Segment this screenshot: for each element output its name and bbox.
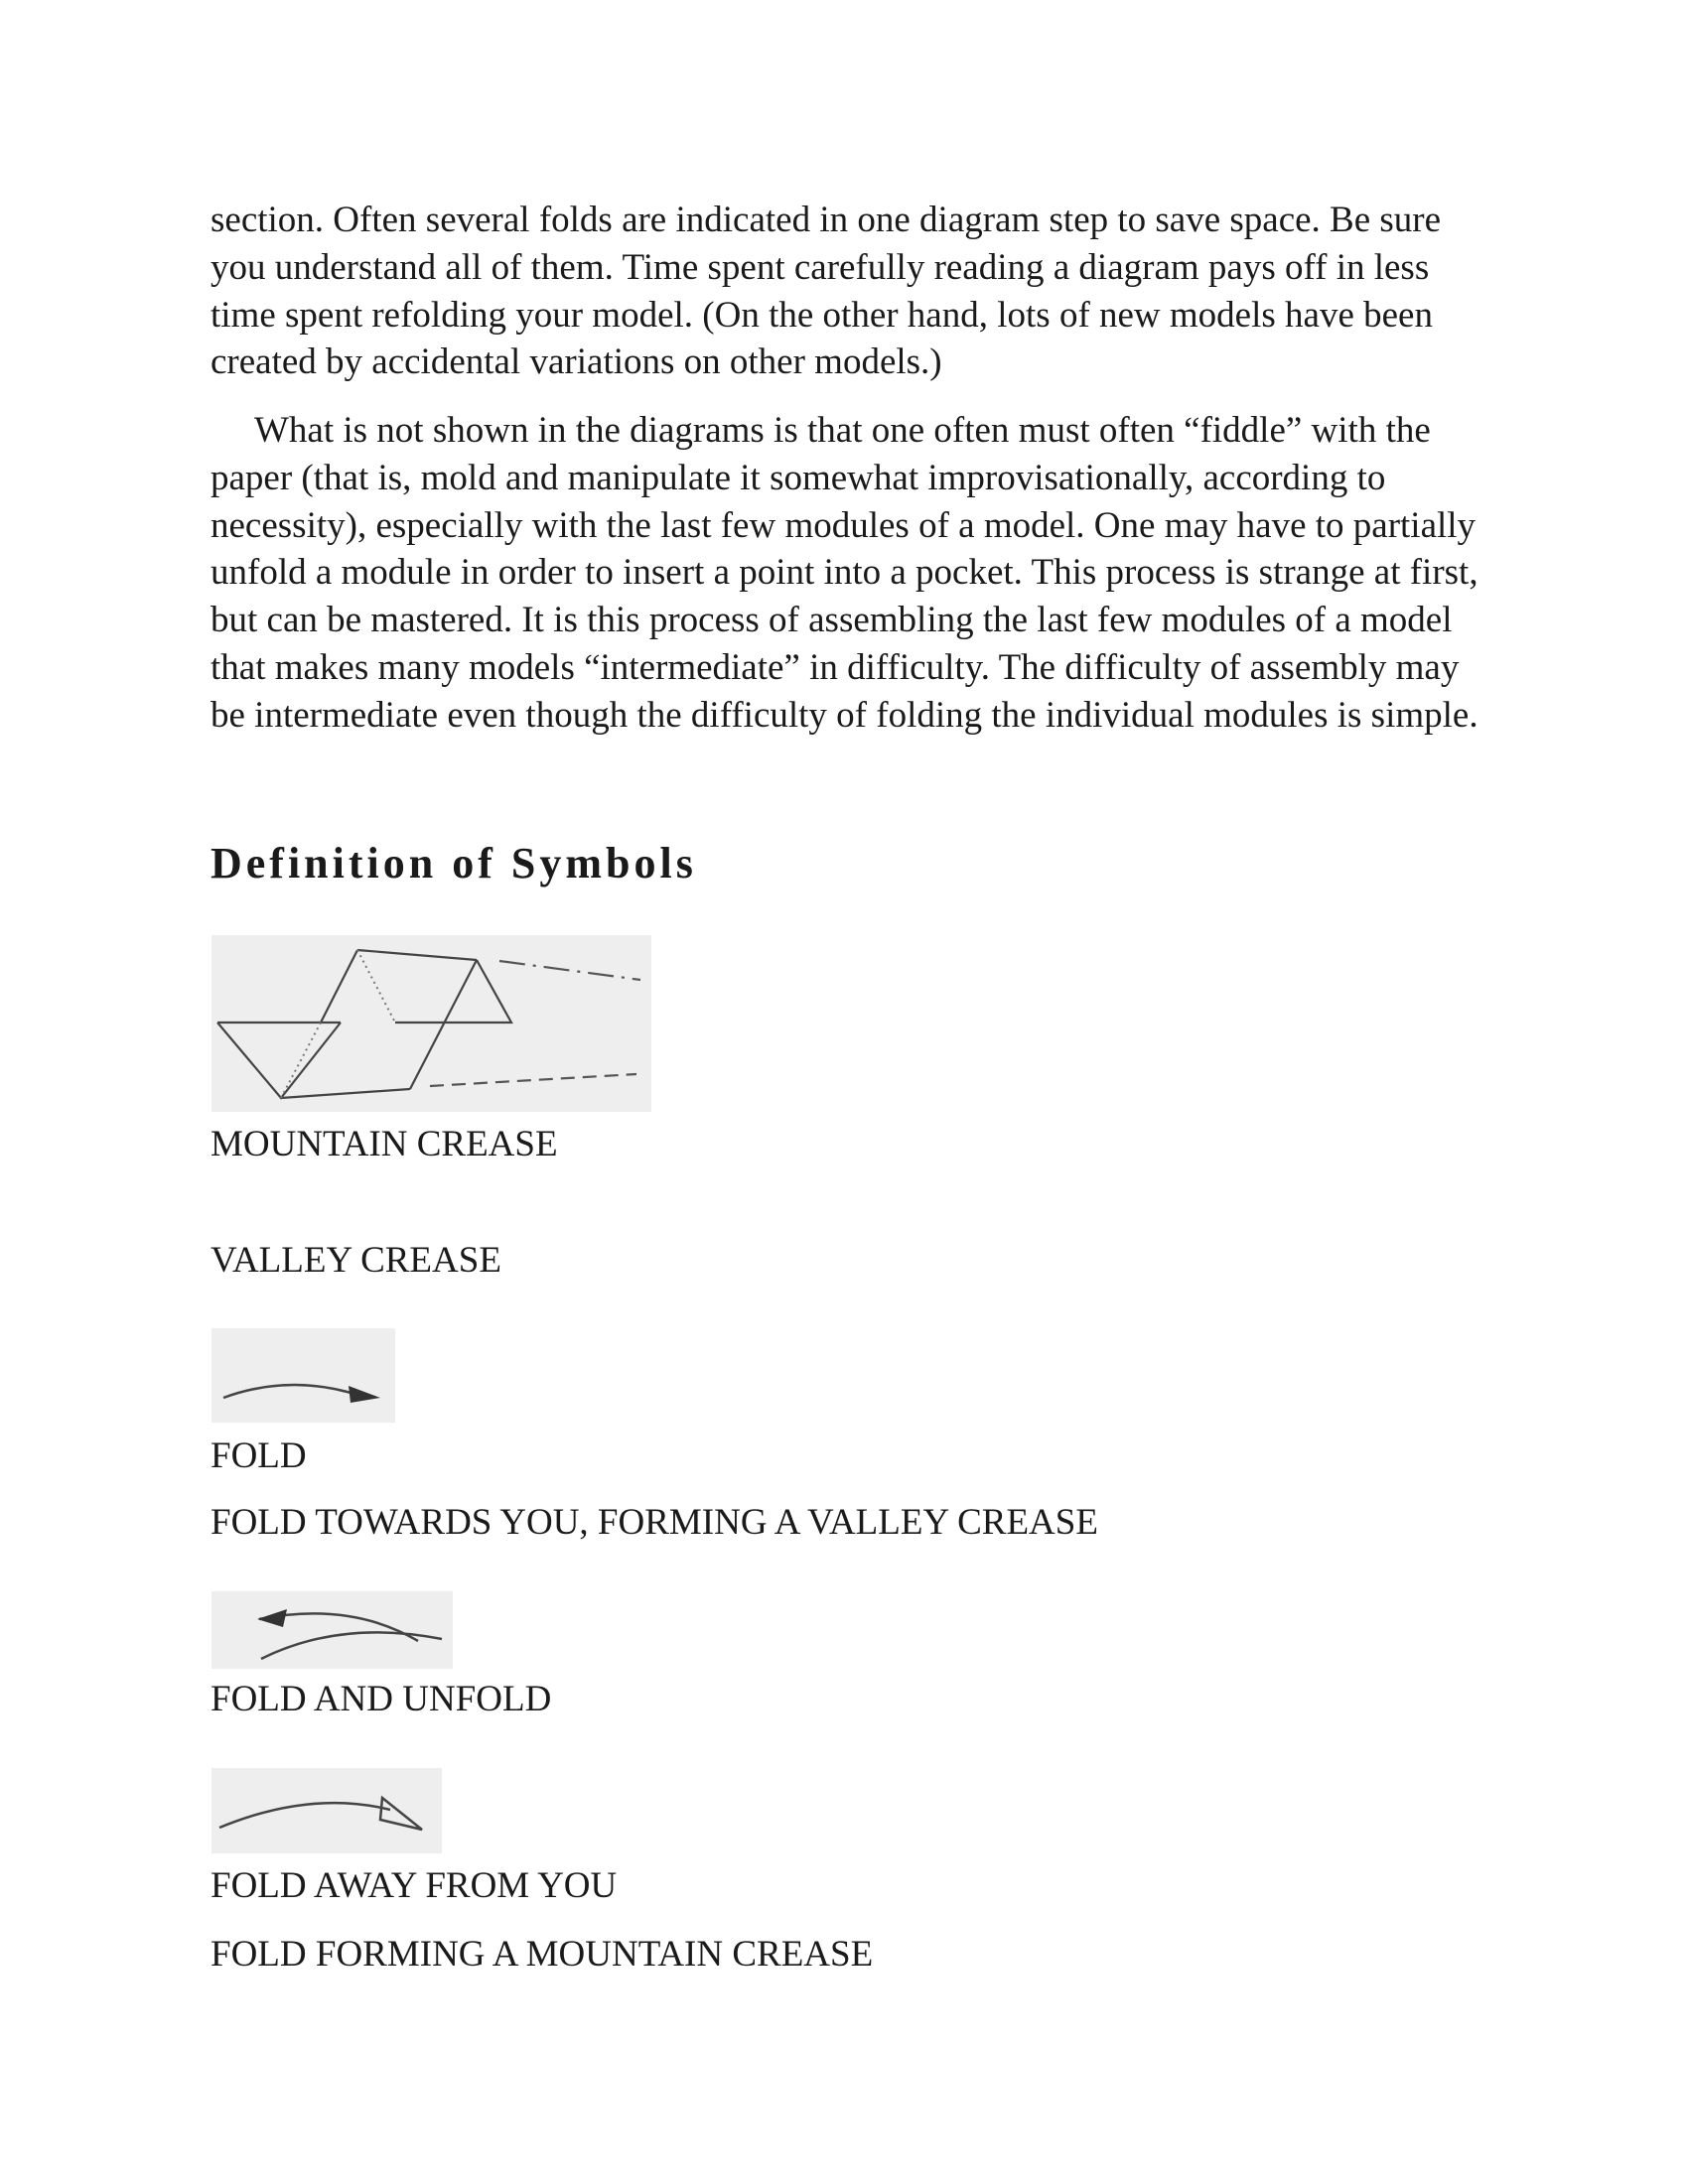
label-fold-forming-mountain: FOLD FORMING A MOUNTAIN CREASE <box>211 1934 874 1975</box>
fold-away-arrow-curve <box>219 1803 390 1828</box>
label-fold: FOLD <box>211 1435 307 1476</box>
fold-arrow-figure <box>211 1328 395 1423</box>
mountain-crease-line <box>499 961 640 980</box>
body-paragraph-1: section. Often several folds are indicated in one diagram step to save space. Be sure you understand all of them. Time spent carefully reading a diagram pays off in less time spent refolding your model. (On the other hand, lots of new models have been created by accidental variations on other models.) <box>211 200 1442 383</box>
fold-arrow-svg <box>211 1328 395 1423</box>
crease-diagram-figure <box>211 935 651 1112</box>
crease-bottom-edge <box>281 1089 410 1098</box>
section-heading: Definition of Symbols <box>211 839 697 887</box>
fold-away-hollow-arrowhead-icon <box>380 1798 422 1830</box>
crease-right-peak <box>395 960 511 1023</box>
crease-left-triangle <box>217 1023 341 1098</box>
body-paragraph-2: What is not shown in the diagrams is that one often must often “fiddle” with the paper (that is, mold and manipulate it somewhat improvisationally, according to necessity), especially with the last few modules of a model. One may have to partially unfold a module in order to insert a point into a pocket. This process is strange at first, but can be mastered. It is this process of assembling the last few modules of a model that makes many models “intermediate” in difficulty. The difficulty of assembly may be intermediate even though the difficulty of folding the individual modules is simple. <box>211 410 1478 736</box>
label-valley-crease: VALLEY CREASE <box>211 1240 501 1281</box>
fold-arrow-curve <box>223 1385 360 1398</box>
crease-dotted-inner-2 <box>281 1023 321 1098</box>
fold-unfold-arrow-svg <box>211 1591 453 1669</box>
label-mountain-crease: MOUNTAIN CREASE <box>211 1124 558 1164</box>
valley-crease-line <box>430 1074 636 1086</box>
fold-unfold-arrowhead-icon <box>257 1609 287 1627</box>
crease-dotted-inner-1 <box>357 950 395 1023</box>
crease-rising-edge <box>321 950 357 1023</box>
fold-unfold-arrow-figure <box>211 1591 453 1669</box>
crease-falling-edge <box>410 960 477 1089</box>
crease-diagram-svg <box>211 935 651 1112</box>
label-fold-away-from-you: FOLD AWAY FROM YOU <box>211 1865 618 1906</box>
fold-arrowhead-icon <box>349 1386 380 1403</box>
fold-unfold-lower-curve <box>261 1632 442 1659</box>
label-fold-towards-you: FOLD TOWARDS YOU, FORMING A VALLEY CREASE <box>211 1502 1098 1543</box>
label-fold-and-unfold: FOLD AND UNFOLD <box>211 1679 552 1719</box>
crease-top-edge <box>357 950 477 960</box>
fold-away-arrow-svg <box>211 1768 442 1853</box>
fold-away-arrow-figure <box>211 1768 442 1853</box>
